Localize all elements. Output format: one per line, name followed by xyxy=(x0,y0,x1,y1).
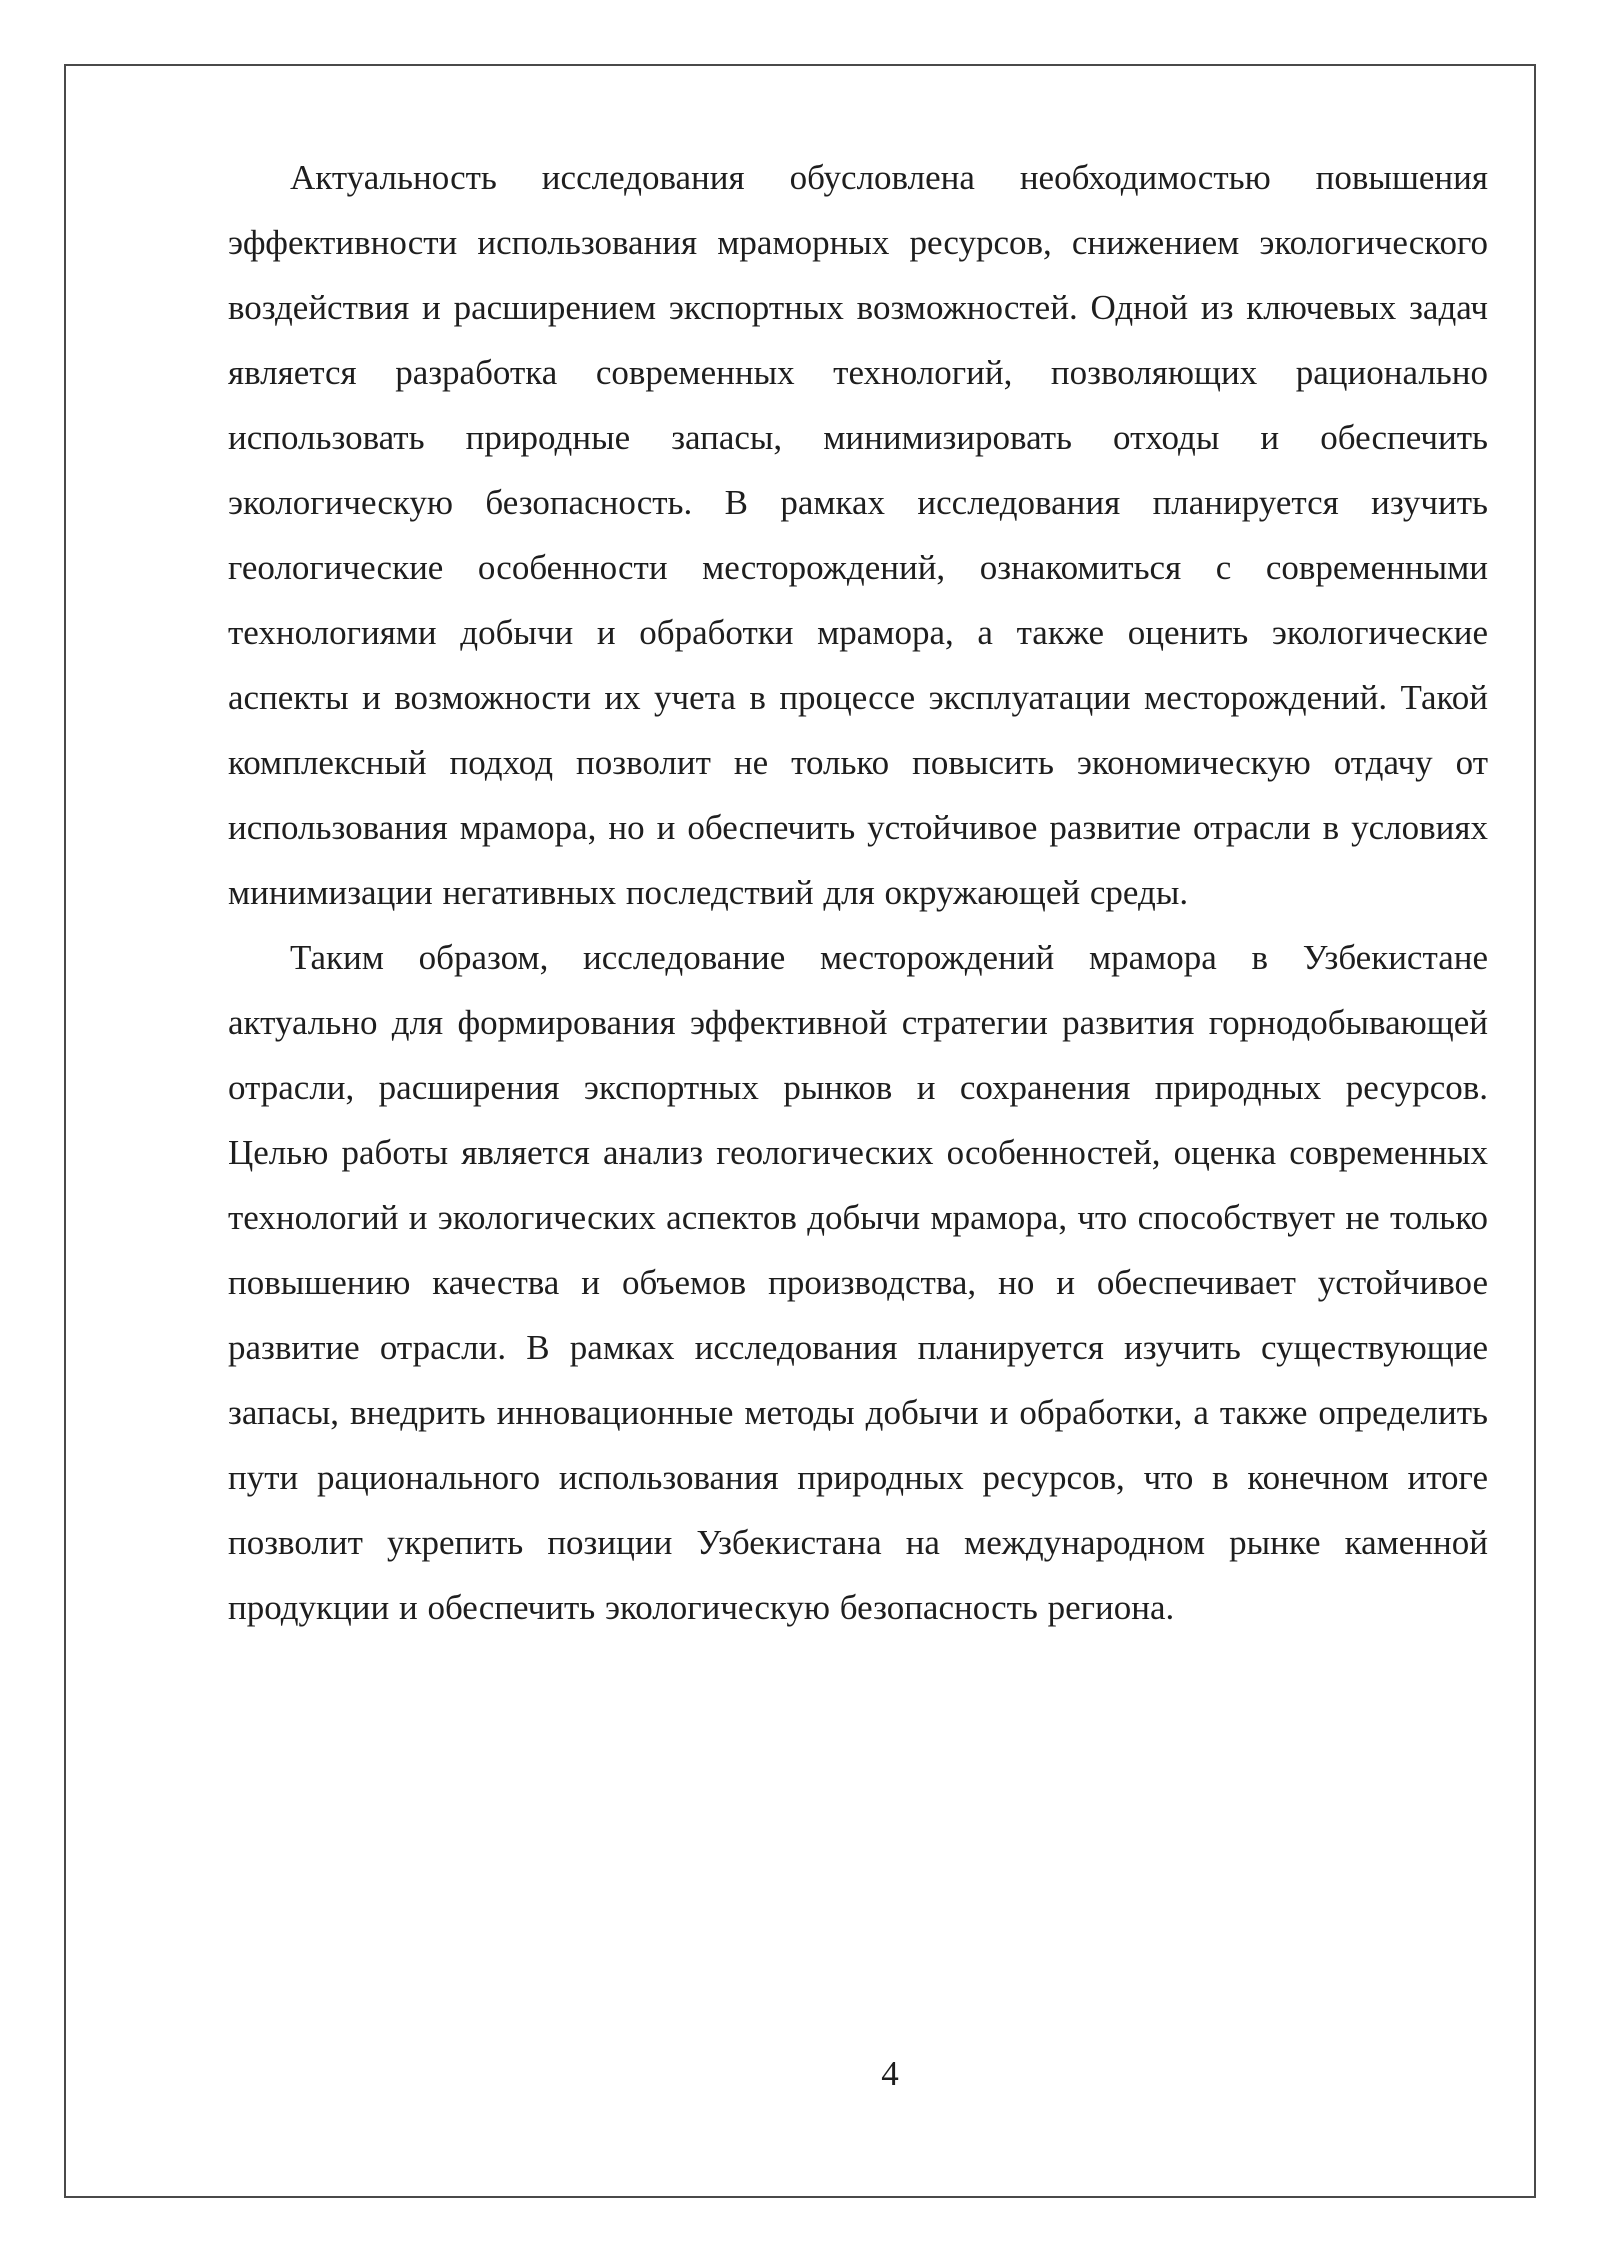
page-number: 4 xyxy=(881,2054,899,2093)
document-body xyxy=(228,145,1488,1640)
paragraph-relevance: Актуальность исследования обусловлена необходимостью повышения эффективности использования мраморных ресурсов, снижением экологического воздействия и расширением экспортных возможностей. Одной из ключевых задач является разработка современных технологий, позволяющих рационально использовать природные запасы, минимизировать отходы и обеспечить экологическую безопасность. В рамках исследования планируется изучить геологические особенности месторождений, ознакомиться с современными технологиями добычи и обработки мрамора, а также оценить экологические аспекты и возможности их учета в процессе эксплуатации месторождений. Такой комплексный подход позволит не только повысить экономическую отдачу от использования мрамора, но и обеспечить устойчивое развитие отрасли в условиях минимизации негативных последствий для окружающей среды. xyxy=(228,158,1488,912)
paragraph-conclusion: Таким образом, исследование месторождений мрамора в Узбекистане актуально для формирования эффективной стратегии развития горнодобывающей отрасли, расширения экспортных рынков и сохранения природных ресурсов. Целью работы является анализ геологических особенностей, оценка современных технологий и экологических аспектов добычи мрамора, что способствует не только повышению качества и объемов производства, но и обеспечивает устойчивое развитие отрасли. В рамках исследования планируется изучить существующие запасы, внедрить инновационные методы добычи и обработки, а также определить пути рационального использования природных ресурсов, что в конечном итоге позволит укрепить позиции Узбекистана на международном рынке каменной продукции и обеспечить экологическую безопасность региона. xyxy=(228,938,1488,1627)
